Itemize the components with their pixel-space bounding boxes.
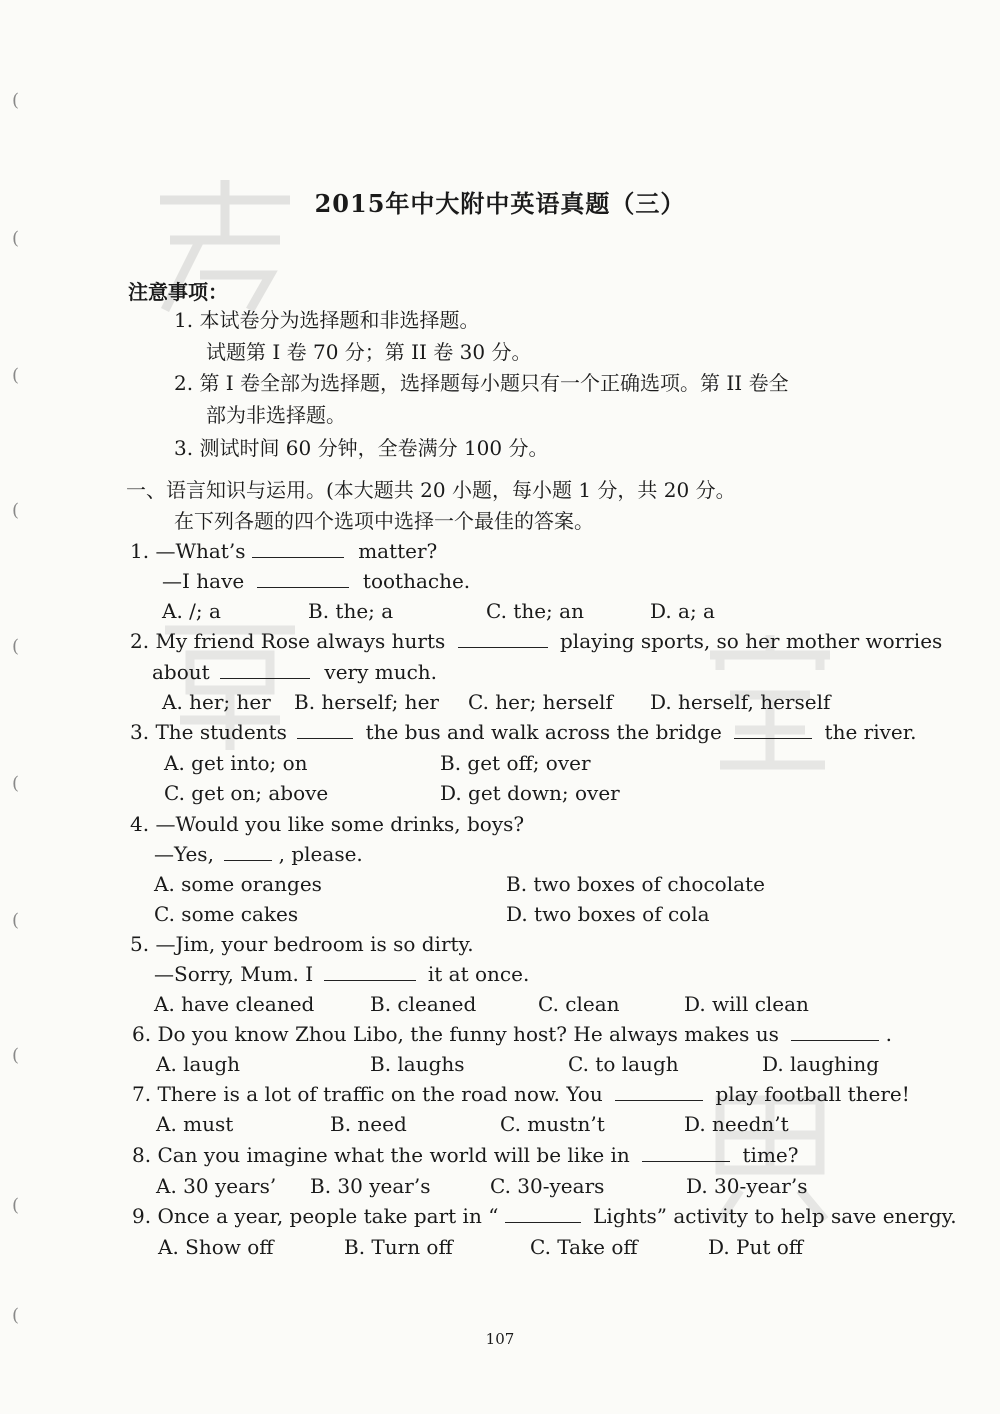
binding-mark: ( bbox=[12, 773, 20, 794]
option-a: A. /; a bbox=[162, 599, 221, 623]
question-4-line bbox=[154, 840, 363, 868]
option-c: C. the; an bbox=[486, 599, 584, 623]
answer-blank bbox=[224, 840, 272, 861]
binding-mark: ( bbox=[12, 1195, 20, 1216]
binding-mark: ( bbox=[12, 500, 20, 521]
answer-blank bbox=[252, 537, 344, 558]
section-heading: 一、语言知识与运用。(本大题共 20 小题，每小题 1 分，共 20 分。 bbox=[126, 478, 736, 502]
page-number: 107 bbox=[485, 1330, 515, 1348]
question-text: very much. bbox=[324, 660, 438, 684]
binding-mark: ( bbox=[12, 365, 20, 386]
option-b: B. 30 year’s bbox=[310, 1174, 431, 1198]
question-text: —Sorry, Mum. I bbox=[154, 962, 314, 986]
answer-blank bbox=[734, 718, 812, 739]
option-b: B. cleaned bbox=[370, 992, 477, 1016]
option-d: D. herself, herself bbox=[650, 690, 831, 714]
question-text: playing sports, so her mother worries bbox=[560, 629, 943, 653]
option-d: D. laughing bbox=[762, 1052, 880, 1076]
answer-blank bbox=[257, 567, 349, 588]
question-2-line bbox=[130, 627, 942, 655]
option-d: D. two boxes of cola bbox=[506, 902, 710, 926]
binding-mark: ( bbox=[12, 228, 20, 249]
option-a: A. laugh bbox=[156, 1052, 241, 1076]
question-text: the bus and walk across the bridge bbox=[365, 720, 722, 744]
question-text: 6. Do you know Zhou Libo, the funny host? He always makes us bbox=[132, 1022, 779, 1046]
binding-mark: ( bbox=[12, 1045, 20, 1066]
option-d: D. will clean bbox=[684, 992, 809, 1016]
option-b: B. Turn off bbox=[344, 1235, 453, 1259]
question-1-line bbox=[162, 567, 470, 595]
option-d: D. needn’t bbox=[684, 1112, 789, 1136]
question-8-line bbox=[132, 1141, 798, 1169]
question-text: it at once. bbox=[427, 962, 530, 986]
option-b: B. get off; over bbox=[440, 751, 591, 775]
option-d: D. a; a bbox=[650, 599, 715, 623]
option-d: D. get down; over bbox=[440, 781, 620, 805]
option-a: A. 30 years’ bbox=[156, 1174, 277, 1198]
answer-blank bbox=[791, 1020, 879, 1041]
option-a: A. Show off bbox=[158, 1235, 274, 1259]
answer-blank bbox=[458, 627, 548, 648]
notice-item: 部为非选择题。 bbox=[206, 403, 346, 427]
question-1-line bbox=[130, 537, 437, 565]
notice-item: 2. 第 I 卷全部为选择题，选择题每小题只有一个正确选项。第 II 卷全 bbox=[174, 371, 789, 395]
option-b: B. two boxes of chocolate bbox=[506, 872, 765, 896]
question-text: 8. Can you imagine what the world will be like in bbox=[132, 1143, 630, 1167]
question-text: 9. Once a year, people take part in “ bbox=[132, 1204, 499, 1228]
option-c: C. mustn’t bbox=[500, 1112, 605, 1136]
option-c: C. Take off bbox=[530, 1235, 638, 1259]
question-6-line bbox=[132, 1020, 892, 1048]
question-7-line bbox=[132, 1080, 910, 1108]
answer-blank bbox=[642, 1141, 730, 1162]
option-a: A. must bbox=[156, 1112, 234, 1136]
question-text: 1. —What’s bbox=[130, 539, 246, 563]
notice-heading: 注意事项： bbox=[128, 280, 228, 304]
binding-mark: ( bbox=[12, 1305, 20, 1326]
option-a: A. have cleaned bbox=[154, 992, 315, 1016]
option-d: D. 30-year’s bbox=[686, 1174, 808, 1198]
question-4-line: 4. —Would you like some drinks, boys? bbox=[130, 812, 525, 836]
question-5-line bbox=[154, 960, 529, 988]
option-d: D. Put off bbox=[708, 1235, 804, 1259]
section-instruction: 在下列各题的四个选项中选择一个最佳的答案。 bbox=[174, 509, 594, 533]
question-text: play football there! bbox=[715, 1082, 910, 1106]
answer-blank bbox=[615, 1080, 703, 1101]
question-text: the river. bbox=[824, 720, 917, 744]
notice-item: 试题第 I 卷 70 分；第 II 卷 30 分。 bbox=[206, 340, 532, 364]
answer-blank bbox=[505, 1202, 581, 1223]
question-text: 3. The students bbox=[130, 720, 287, 744]
binding-mark: ( bbox=[12, 636, 20, 657]
option-b: B. the; a bbox=[308, 599, 394, 623]
binding-mark: ( bbox=[12, 90, 20, 111]
option-a: A. her; her bbox=[162, 690, 271, 714]
answer-blank bbox=[220, 658, 310, 679]
option-b: B. laughs bbox=[370, 1052, 465, 1076]
question-text: matter? bbox=[358, 539, 438, 563]
option-b: B. need bbox=[330, 1112, 407, 1136]
question-9-line bbox=[132, 1202, 957, 1230]
question-2-line bbox=[152, 658, 437, 686]
notice-item: 1. 本试卷分为选择题和非选择题。 bbox=[174, 308, 480, 332]
question-text: —I have bbox=[162, 569, 245, 593]
question-text: about bbox=[152, 660, 210, 684]
option-a: A. some oranges bbox=[154, 872, 322, 896]
question-text: , please. bbox=[278, 842, 363, 866]
option-c: C. some cakes bbox=[154, 902, 299, 926]
page-title: 2015年中大附中英语真题（三） bbox=[314, 189, 686, 218]
option-b: B. herself; her bbox=[294, 690, 439, 714]
question-text: 7. There is a lot of traffic on the road now. You bbox=[132, 1082, 603, 1106]
question-5-line: 5. —Jim, your bedroom is so dirty. bbox=[130, 932, 474, 956]
option-c: C. to laugh bbox=[568, 1052, 679, 1076]
notice-item: 3. 测试时间 60 分钟，全卷满分 100 分。 bbox=[174, 436, 549, 460]
question-text: 2. My friend Rose always hurts bbox=[130, 629, 446, 653]
question-text: time? bbox=[742, 1143, 799, 1167]
question-text: . bbox=[885, 1022, 892, 1046]
option-c: C. clean bbox=[538, 992, 620, 1016]
binding-mark: ( bbox=[12, 910, 20, 931]
answer-blank bbox=[297, 718, 353, 739]
option-c: C. 30-years bbox=[490, 1174, 605, 1198]
option-c: C. get on; above bbox=[164, 781, 329, 805]
question-3-line bbox=[130, 718, 916, 746]
answer-blank bbox=[324, 960, 416, 981]
option-c: C. her; herself bbox=[468, 690, 613, 714]
question-text: toothache. bbox=[362, 569, 471, 593]
option-a: A. get into; on bbox=[164, 751, 308, 775]
question-text: —Yes, bbox=[154, 842, 214, 866]
question-text: Lights” activity to help save energy. bbox=[593, 1204, 957, 1228]
